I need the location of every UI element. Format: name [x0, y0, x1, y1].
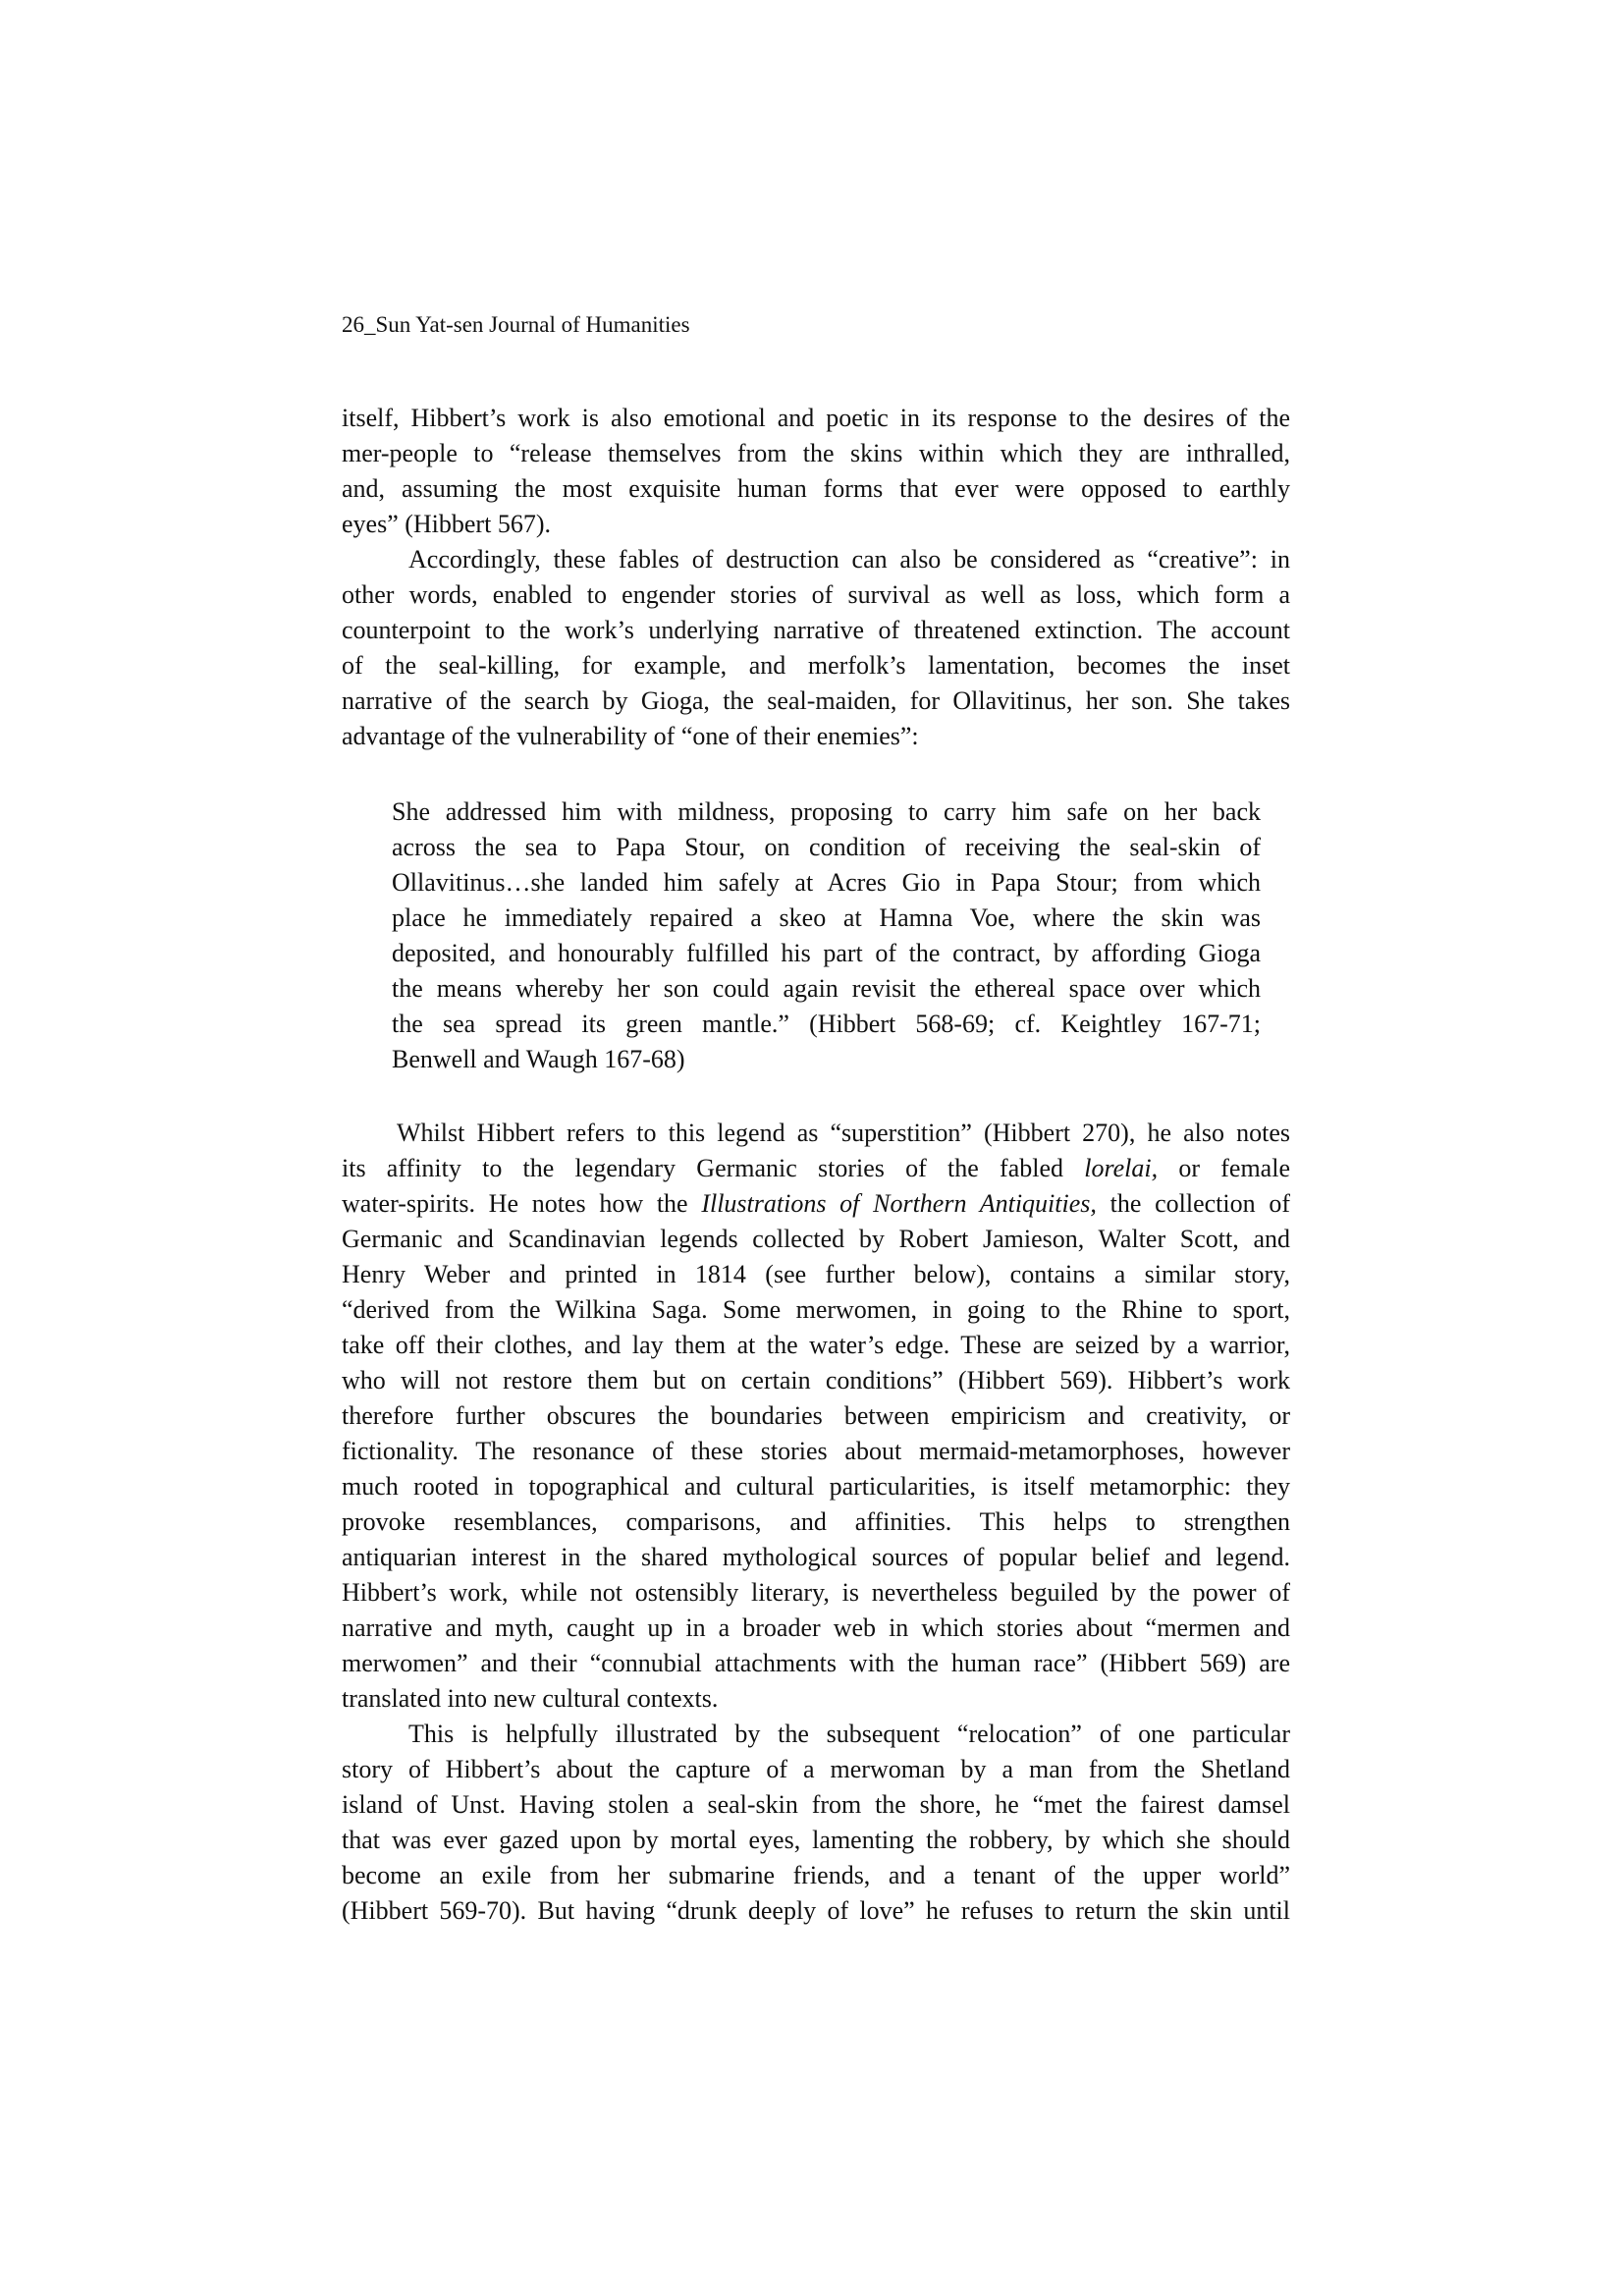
paragraph-3 [342, 1116, 1290, 1717]
text-line: Henry Weber and printed in 1814 (see further below), contains a similar story, [342, 1260, 1290, 1288]
text-line: Whilst Hibbert refers to this legend as “superstition” (Hibbert 270), he also notes [397, 1119, 1290, 1147]
text-line: much rooted in topographical and cultural particularities, is itself metamorphic: they [342, 1472, 1290, 1501]
text-line [342, 1186, 1290, 1222]
text-line: antiquarian interest in the shared mythological sources of popular belief and legend. [342, 1543, 1290, 1571]
text-segment: or female [1158, 1154, 1290, 1182]
quote-line: Ollavitinus…she landed him safely at Acres Gio in Papa Stour; from which [392, 868, 1261, 897]
running-head: 26_Sun Yat-sen Journal of Humanities [342, 312, 690, 337]
text-line: narrative and myth, caught up in a broader web in which stories about “mermen and [342, 1613, 1290, 1642]
block-quote [392, 794, 1261, 1077]
text-line: Accordingly, these fables of destruction can also be considered as “creative”: in [408, 545, 1290, 574]
italic-title: Illustrations of Northern Antiquities, [701, 1189, 1097, 1218]
quote-line: the sea spread its green mantle.” (Hibbert 568-69; cf. Keightley 167-71; [392, 1010, 1261, 1038]
text-line: therefore further obscures the boundaries between empiricism and creativity, or [342, 1401, 1290, 1430]
text-line: itself, Hibbert’s work is also emotional and poetic in its response to the desires of the [342, 404, 1290, 432]
text-line: provoke resemblances, comparisons, and affinities. This helps to strengthen [342, 1507, 1290, 1536]
text-line: become an exile from her submarine friends, and a tenant of the upper world” [342, 1861, 1290, 1889]
text-line: This is helpfully illustrated by the subsequent “relocation” of one particular [408, 1720, 1290, 1748]
quote-line: the means whereby her son could again revisit the ethereal space over which [392, 974, 1261, 1003]
text-segment: water-spirits. He notes how the [342, 1189, 702, 1218]
quote-line: across the sea to Papa Stour, on condition of receiving the seal-skin of [392, 833, 1261, 861]
text-line: who will not restore them but on certain conditions” (Hibbert 569). Hibbert’s work [342, 1366, 1290, 1394]
paragraph-2 [342, 542, 1290, 754]
text-line: Hibbert’s work, while not ostensibly literary, is nevertheless beguiled by the power of [342, 1578, 1290, 1607]
text-line: eyes” (Hibbert 567). [342, 510, 551, 538]
text-line [342, 1151, 1290, 1186]
text-segment: the collection of [1096, 1189, 1290, 1218]
text-line: story of Hibbert’s about the capture of a merwoman by a man from the Shetland [342, 1755, 1290, 1783]
text-line: merwomen” and their “connubial attachments with the human race” (Hibbert 569) are [342, 1649, 1290, 1677]
text-line: translated into new cultural contexts. [342, 1684, 719, 1713]
text-segment: its affinity to the legendary Germanic stories of the fabled [342, 1154, 1085, 1182]
text-line: Germanic and Scandinavian legends collected by Robert Jamieson, Walter Scott, and [342, 1225, 1290, 1253]
paragraph-1 [342, 401, 1290, 542]
text-line: “derived from the Wilkina Saga. Some merwomen, in going to the Rhine to sport, [342, 1295, 1290, 1324]
text-line: island of Unst. Having stolen a seal-skin from the shore, he “met the fairest damsel [342, 1790, 1290, 1819]
quote-line: Benwell and Waugh 167-68) [392, 1045, 685, 1073]
text-line: that was ever gazed upon by mortal eyes, lamenting the robbery, by which she should [342, 1826, 1290, 1854]
text-line: advantage of the vulnerability of “one of their enemies”: [342, 722, 919, 750]
text-line: narrative of the search by Gioga, the seal-maiden, for Ollavitinus, her son. She takes [342, 686, 1290, 715]
text-line: mer-people to “release themselves from the skins within which they are inthralled, [342, 439, 1290, 467]
text-line: counterpoint to the work’s underlying narrative of threatened extinction. The account [342, 616, 1290, 644]
text-line: take off their clothes, and lay them at the water’s edge. These are seized by a warrior, [342, 1331, 1290, 1359]
quote-line: She addressed him with mildness, proposing to carry him safe on her back [392, 797, 1261, 826]
text-line: and, assuming the most exquisite human forms that ever were opposed to earthly [342, 474, 1290, 503]
quote-line: place he immediately repaired a skeo at Hamna Voe, where the skin was [392, 903, 1261, 932]
text-line: of the seal-killing, for example, and merfolk’s lamentation, becomes the inset [342, 651, 1290, 680]
quote-line: deposited, and honourably fulfilled his part of the contract, by affording Gioga [392, 939, 1261, 967]
italic-term: lorelai, [1084, 1154, 1159, 1182]
text-line: (Hibbert 569-70). But having “drunk deeply of love” he refuses to return the skin until [342, 1896, 1290, 1925]
text-line: other words, enabled to engender stories of survival as well as loss, which form a [342, 580, 1290, 609]
paragraph-4 [342, 1717, 1290, 1929]
text-line: fictionality. The resonance of these stories about mermaid-metamorphoses, however [342, 1437, 1290, 1465]
